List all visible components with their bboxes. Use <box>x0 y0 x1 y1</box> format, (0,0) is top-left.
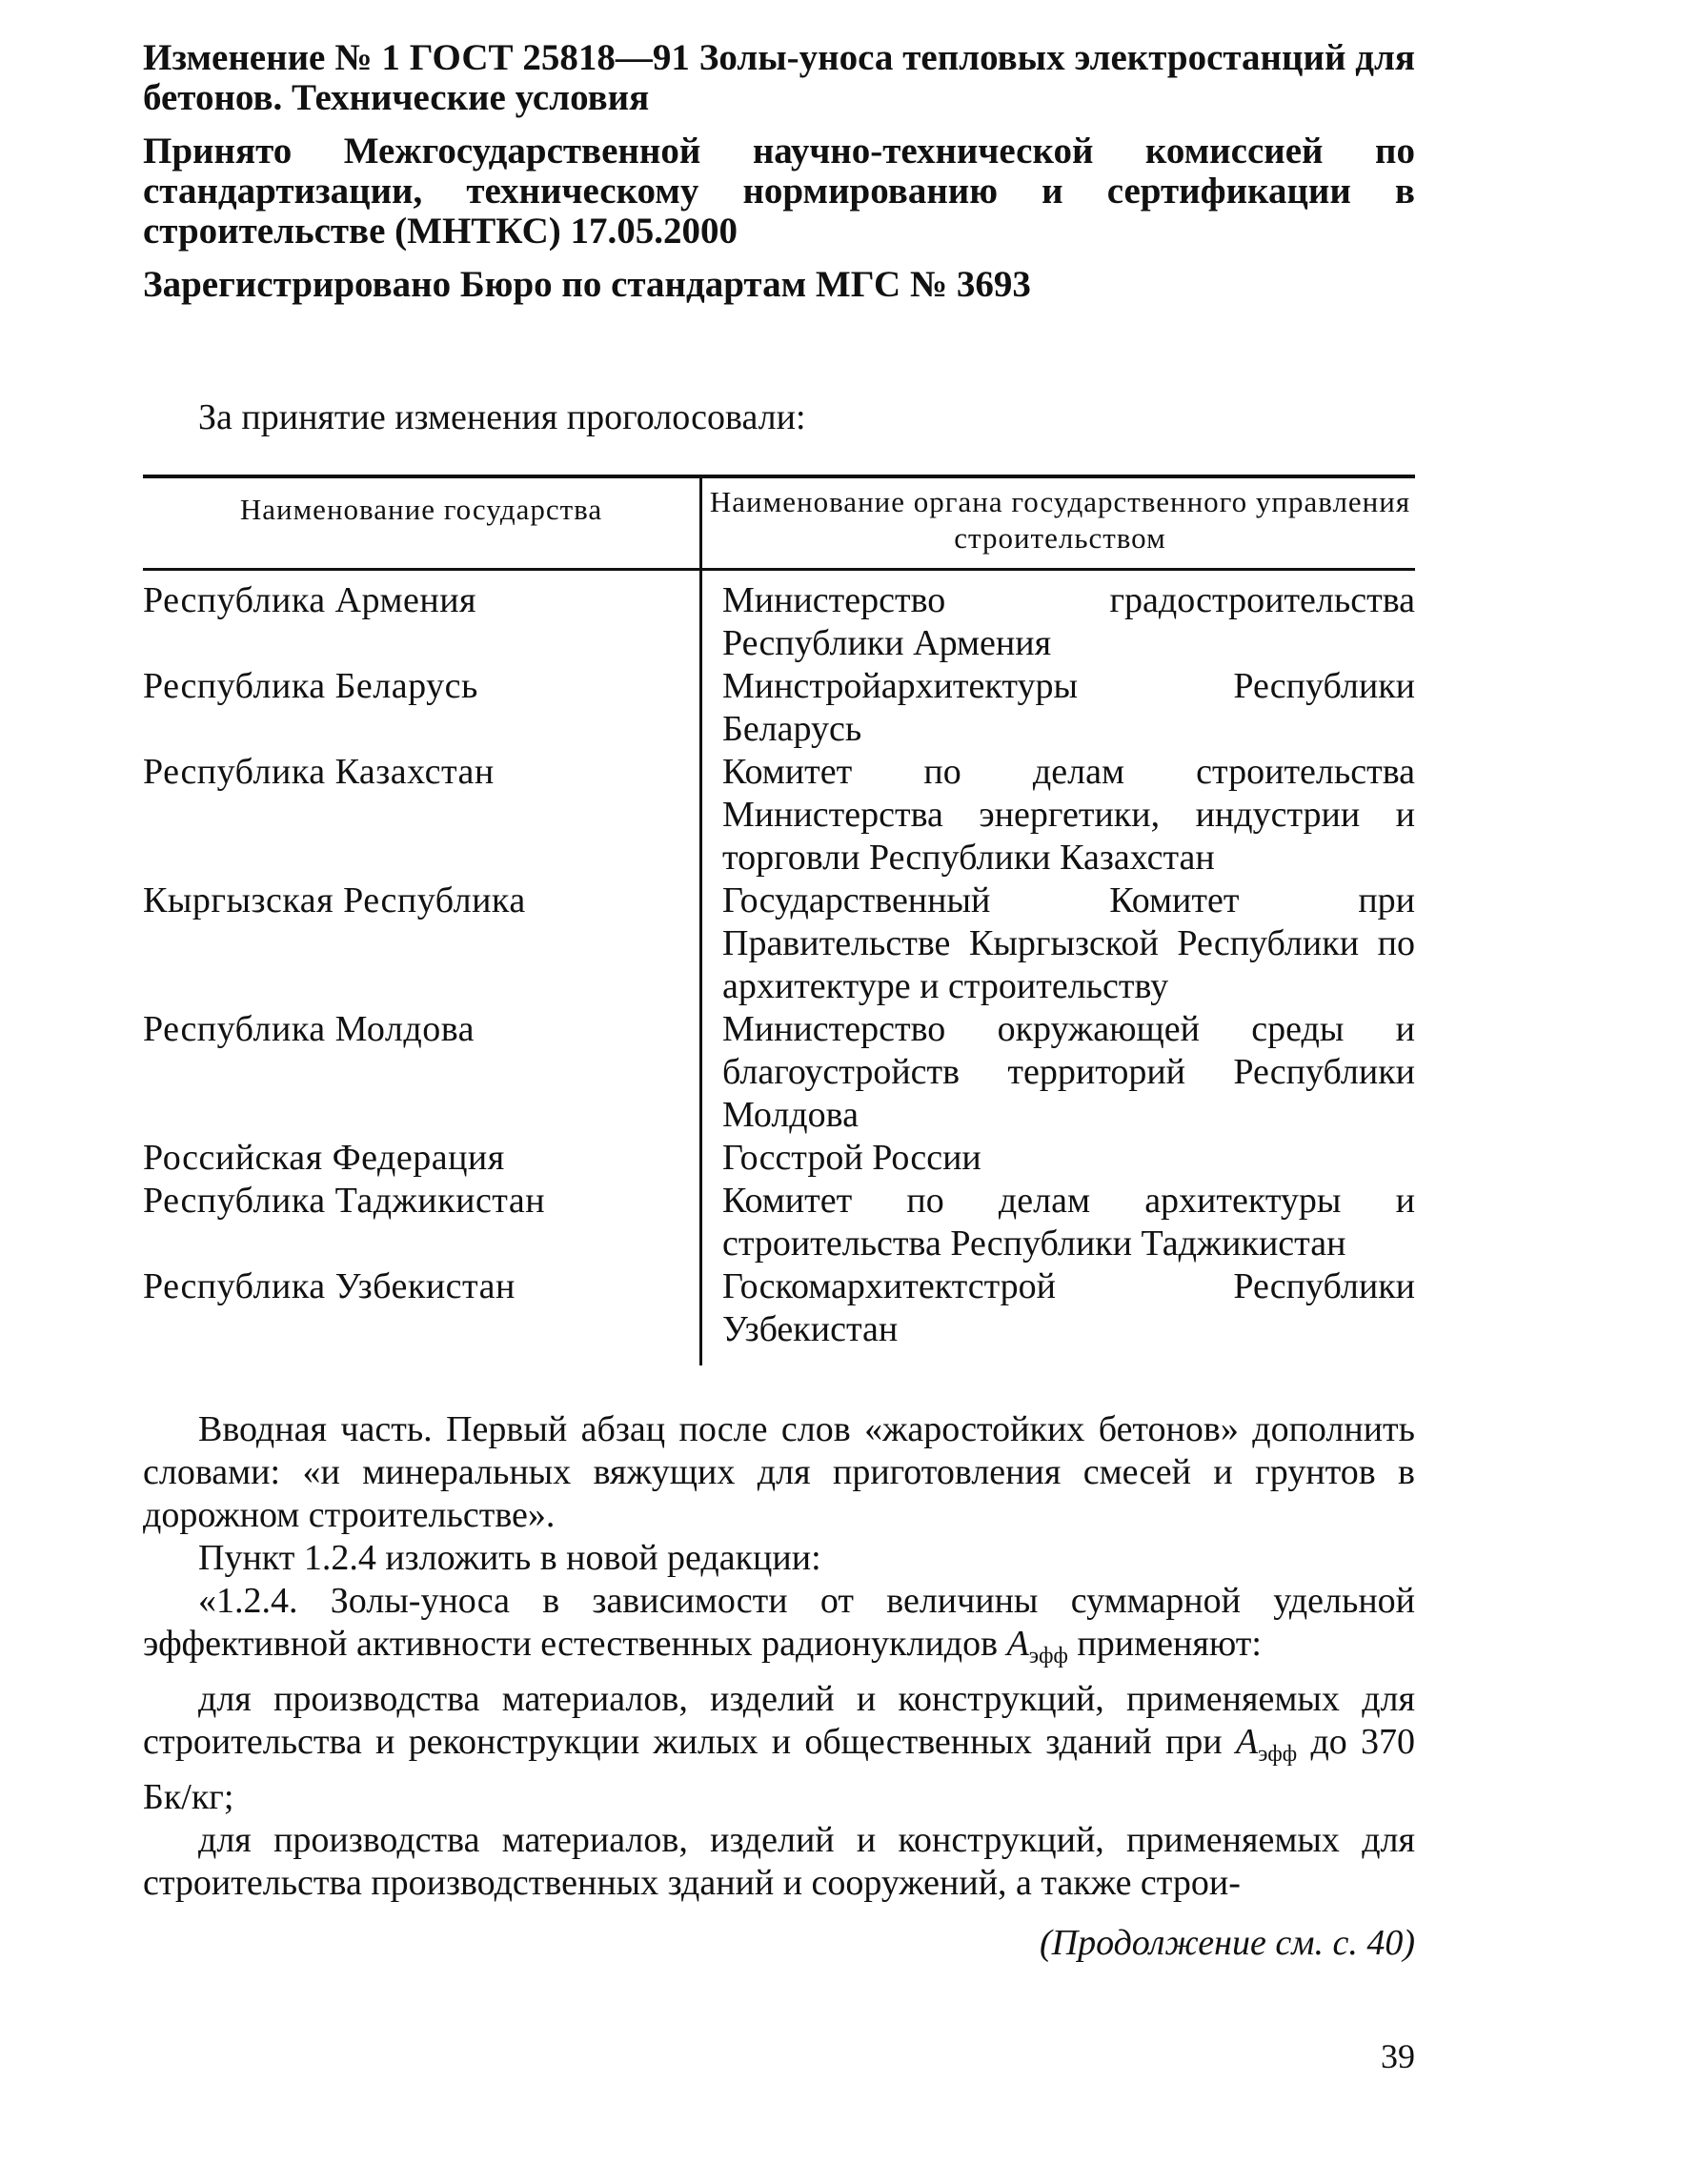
state-cell: Республика Молдова <box>143 1009 475 1049</box>
document-page <box>143 37 1416 2075</box>
authority-cell: Минстройархитектуры Республики Беларусь <box>722 666 1415 749</box>
table-row <box>143 1008 1415 1137</box>
table-row <box>143 1137 1415 1180</box>
table-row <box>143 579 1415 665</box>
continuation-note: (Продолжение см. с. 40) <box>1039 1923 1415 1963</box>
symbol-letter: A <box>1006 1624 1029 1664</box>
paragraph-clause-text <box>143 1580 1415 1678</box>
table-row <box>143 1180 1415 1265</box>
state-cell: Республика Беларусь <box>143 666 478 706</box>
symbol-letter: A <box>1235 1722 1259 1762</box>
paragraph-residential <box>143 1678 1415 1819</box>
registration-statement: Зарегистрировано Бюро по стандартам МГС № 3693 <box>143 264 1031 305</box>
table-rows <box>143 579 1415 1351</box>
table-row <box>143 751 1415 880</box>
authority-cell: Госстрой России <box>722 1138 981 1178</box>
column-header-authority: Наименование органа государственного управления строительством <box>709 485 1411 555</box>
paragraph-industrial: для производства материалов, изделий и конструкций, применяемых для строительства производственных зданий и сооружений, а также строи- <box>143 1820 1415 1903</box>
symbol-subscript: эфф <box>1028 1644 1068 1668</box>
paragraph-clause-heading: Пункт 1.2.4 изложить в новой редакции: <box>198 1538 821 1578</box>
state-cell: Республика Узбекистан <box>143 1266 516 1306</box>
table-row <box>143 1265 1415 1351</box>
table-header-rule <box>143 568 1415 571</box>
page-number: 39 <box>1381 2037 1415 2075</box>
residential-text-end: до 370 Бк/кг; <box>143 1722 1416 1817</box>
authority-cell: Министерство градостроительства Республики Армения <box>722 580 1415 663</box>
clause-text-end: применяют: <box>1077 1624 1262 1664</box>
state-cell: Республика Таджикистан <box>143 1181 546 1221</box>
voted-intro: За принятие изменения проголосовали: <box>198 397 806 437</box>
adoption-statement: Принято Межгосударственной научно-технической комиссией по стандартизации, техническому нормированию и сертификации в строительстве (МНТКС) 17.05.2000 <box>143 131 1415 252</box>
amendment-body <box>143 1408 1415 1905</box>
authority-cell: Комитет по делам архитектуры и строительства Республики Таджикистан <box>722 1181 1415 1264</box>
document-title: Изменение № 1 ГОСТ 25818—91 Золы-уноса тепловых электростанций для бетонов. Технические условия <box>143 37 1415 118</box>
authority-cell: Министерство окружающей среды и благоустройств территорий Республики Молдова <box>722 1009 1415 1135</box>
table-row <box>143 665 1415 751</box>
residential-text-start: для производства материалов, изделий и конструкций, применяемых для строительства и реконструкции жилых и общественных зданий при <box>143 1679 1415 1762</box>
title-block <box>143 38 1415 305</box>
authority-cell: Госкомархитектстрой Республики Узбекистан <box>722 1266 1415 1349</box>
activity-symbol <box>1235 1722 1298 1767</box>
column-header-state: Наименование государства <box>239 493 603 526</box>
table-top-rule <box>143 475 1415 478</box>
activity-symbol <box>1006 1624 1068 1668</box>
state-cell: Российская Федерация <box>143 1138 505 1178</box>
symbol-subscript: эфф <box>1258 1742 1298 1767</box>
clause-text-start: «1.2.4. Золы-уноса в зависимости от величины суммарной удельной эффективной активности естественных радионуклидов <box>143 1581 1415 1664</box>
authority-cell: Государственный Комитет при Правительстве Кыргызской Республики по архитектуре и строительству <box>722 880 1415 1006</box>
table-row <box>143 880 1415 1008</box>
state-cell: Республика Армения <box>143 580 477 620</box>
state-cell: Республика Казахстан <box>143 752 495 792</box>
authority-cell: Комитет по делам строительства Министерства энергетики, индустрии и торговли Республики Казахстан <box>722 752 1415 878</box>
paragraph-intro: Вводная часть. Первый абзац после слов «жаростойких бетонов» дополнить словами: «и минеральных вяжущих для приготовления смесей и грунтов в дорожном строительстве». <box>143 1409 1415 1535</box>
state-cell: Кыргызская Республика <box>143 880 526 920</box>
